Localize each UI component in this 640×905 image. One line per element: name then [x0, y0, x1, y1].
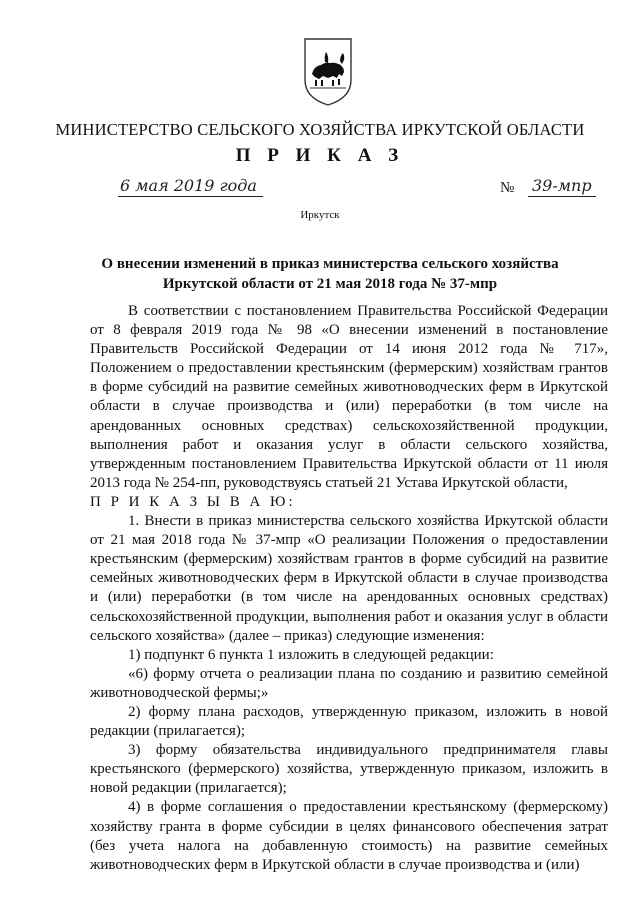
number-label: № — [500, 180, 515, 196]
ministry-name: МИНИСТЕРСТВО СЕЛЬСКОГО ХОЗЯЙСТВА ИРКУТСКОЙ ОБЛАСТИ — [55, 120, 585, 139]
handwritten-number: 39-мпр — [528, 176, 596, 197]
subitem-2-paragraph: 2) форму плана расходов, утвержденную приказом, изложить в новой редакции (прилагается); — [90, 703, 608, 740]
heading-line-1: О внесении изменений в приказ министерства сельского хозяйства — [101, 256, 559, 272]
document-type-title: П Р И К А З — [235, 145, 405, 166]
subitem-1-paragraph: 1) подпункт 6 пункта 1 изложить в следующей редакции: — [128, 646, 494, 663]
decree-word: П Р И К А З Ы В А Ю: — [90, 493, 296, 510]
subitem-4-paragraph: 4) в форме соглашения о предоставлении крестьянскому (фермерскому) хозяйству гранта в форме субсидии в целях финансового обеспечения затрат (без учета налога на добавленную стоимость) на развитие семейных животноводческих ферм в Иркутской области в случае производства и (или) — [90, 799, 608, 873]
document-body — [90, 302, 608, 875]
coat-of-arms-icon — [302, 36, 354, 108]
subitem-1-quote-paragraph: «6) форму отчета о реализации плана по созданию и развитию семейной животноводческой фермы;» — [90, 665, 608, 701]
preamble-paragraph: В соответствии с постановлением Правительства Российской Федерации от 8 февраля 2019 года № 98 «О внесении изменений в постановление Правительств Российской Федерации от 14 июня 2012 года № 717», Положением о предоставлении крестьянским (фермерским) хозяйствам грантов в форме субсидий на развитие семейных животноводческих ферм в Иркутской области в случае производства и (или) переработки (в том числе на арендованных основных средствах) сельскохозяйственной продукции, выполнения работ и оказания услуг в области сельского хозяйства, утвержденным постановлением Правительства Иркутской области от 11 июля 2013 года № 254-пп, руководствуясь статьей 21 Устава Иркутской области, — [90, 303, 608, 491]
subitem-3-paragraph: 3) форму обязательства индивидуального предпринимателя главы крестьянского (фермерского) хозяйства, утвержденную приказом, изложить в новой редакции (прилагается); — [90, 742, 608, 797]
item-1-paragraph: 1. Внести в приказ министерства сельского хозяйства Иркутской области от 21 мая 2018 года № 37-мпр «О реализации Положения о предоставлении крестьянским (фермерским) хозяйствам грантов в форме субсидий на развитие семейных животноводческих ферм в Иркутской области в случае производства и (или) переработки (в том числе на арендованных основных средствах) сельскохозяйственной продукции, выполнения работ и оказания услуг в области сельского хозяйства» (далее – приказ) следующие изменения: — [90, 513, 608, 644]
city-name: Иркутск — [300, 209, 340, 221]
document-heading — [100, 254, 560, 294]
handwritten-date: 6 мая 2019 года — [118, 176, 263, 197]
heading-line-2: Иркутской области от 21 мая 2018 года № 37-мпр — [162, 276, 498, 292]
